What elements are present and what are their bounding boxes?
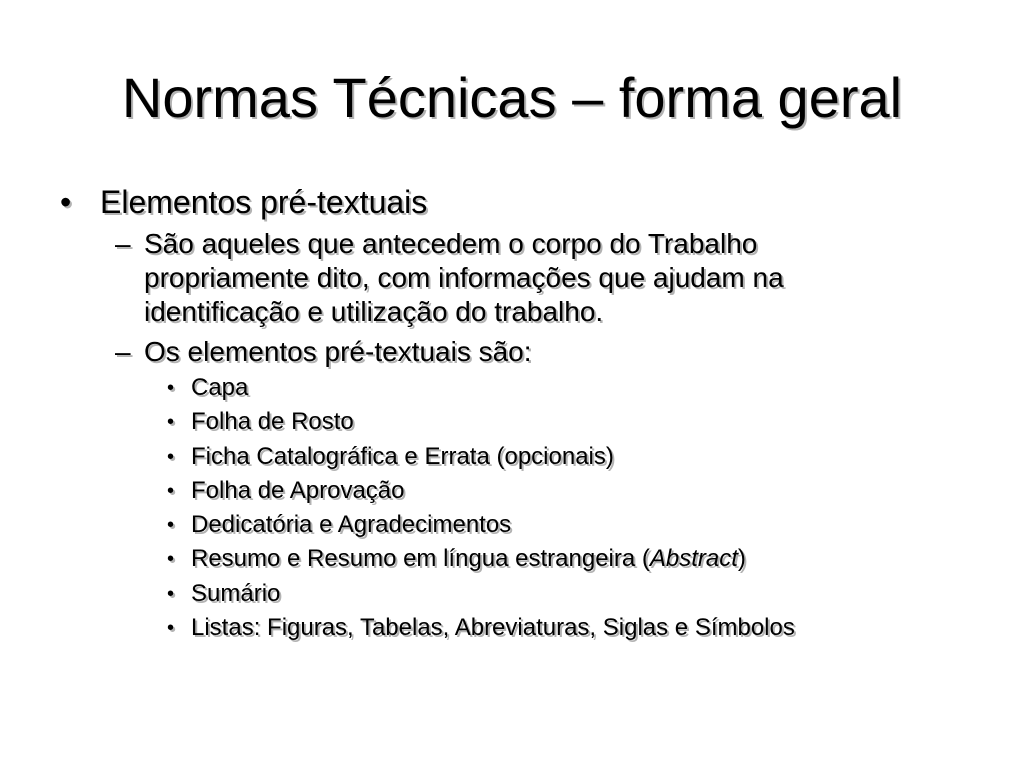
dash-bullet: – xyxy=(115,336,131,367)
list-item-label: Folha de Aprovação xyxy=(191,476,405,504)
slide-title: Normas Técnicas – forma geral xyxy=(121,66,903,129)
bullet-icon: • xyxy=(167,411,175,434)
bullet-icon: • xyxy=(60,184,72,220)
list-item-label: Ficha Catalográfica e Errata (opcionais) xyxy=(191,442,614,470)
abstract-item-prefix: Resumo e Resumo em língua estrangeira ( xyxy=(191,545,650,573)
bullet-icon: • xyxy=(167,377,175,399)
list-item-label: Capa xyxy=(191,374,249,401)
bullet-icon: • xyxy=(167,548,175,571)
bullet-icon: • xyxy=(167,479,175,502)
bullet-icon: • xyxy=(167,582,175,605)
bullet-icon: • xyxy=(167,445,175,468)
bullet-icon: • xyxy=(167,617,175,640)
point-list-intro-text xyxy=(144,335,934,369)
list-item-label: Sumário xyxy=(191,579,281,607)
abstract-item-suffix: ) xyxy=(737,545,746,573)
point-definition-line: propriamente dito, com informações que ajudam na xyxy=(144,262,784,293)
abstract-item-italic: Abstract xyxy=(649,545,738,573)
dash-bullet: – xyxy=(115,228,131,259)
list-item-label: Folha de Rosto xyxy=(191,408,354,436)
point-definition-text xyxy=(144,227,934,329)
bullet-icon: • xyxy=(167,514,175,537)
list-item-label: Listas: Figuras, Tabelas, Abreviaturas, Siglas e Símbolos xyxy=(191,614,795,642)
point-definition-line: identificação e utilização do trabalho. xyxy=(144,296,604,327)
point-definition-line: São aqueles que antecedem o corpo do Trabalho xyxy=(144,228,758,259)
section-label: Elementos pré-textuais xyxy=(100,184,428,220)
list-item-label xyxy=(191,542,746,576)
point-list-intro-line: Os elementos pré-textuais são: xyxy=(144,336,532,367)
list-item-label: Dedicatória e Agradecimentos xyxy=(191,511,512,539)
